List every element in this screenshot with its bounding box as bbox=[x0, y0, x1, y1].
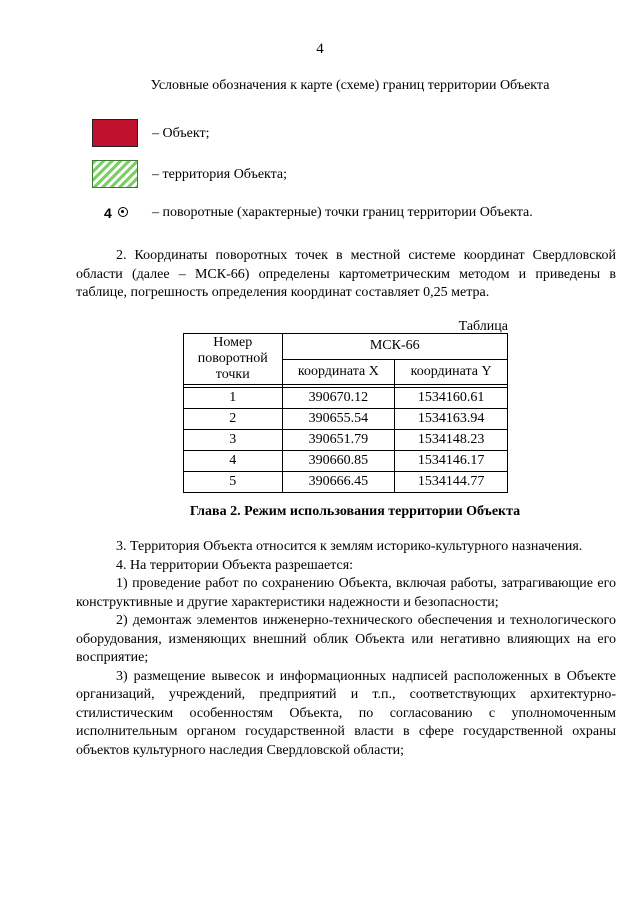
header-y: координата Y bbox=[395, 359, 508, 385]
cell-number: 3 bbox=[184, 430, 283, 451]
table-row bbox=[184, 409, 508, 430]
table-row bbox=[184, 430, 508, 451]
header-msk66: МСК-66 bbox=[282, 334, 508, 360]
table-row bbox=[184, 472, 508, 493]
cell-x: 390670.12 bbox=[282, 388, 395, 409]
paragraph-2-text: 2. Координаты поворотных точек в местной системе координат Свердловской области (далее – МСК-66) определены картометрическим методом и приведены в таблице, погрешность определения координат составляет 0,25 метра. bbox=[76, 248, 616, 300]
legend-title: Условные обозначения к карте (схеме) границ территории Объекта bbox=[150, 78, 550, 93]
cell-x: 390651.79 bbox=[282, 430, 395, 451]
list-item-1: 1) проведение работ по сохранению Объекта, включая работы, затрагивающие его конструктивные и другие характеристики надежности и безопасности; bbox=[76, 576, 616, 610]
chapter-title: Глава 2. Режим использования территории Объекта bbox=[189, 504, 521, 519]
cell-x: 390660.85 bbox=[282, 451, 395, 472]
table-caption: Таблица bbox=[458, 319, 508, 334]
legend-item-territory bbox=[0, 160, 640, 194]
paragraph-2 bbox=[76, 247, 616, 303]
cell-y: 1534146.17 bbox=[395, 451, 508, 472]
cell-y: 1534163.94 bbox=[395, 409, 508, 430]
paragraph-4: 4. На территории Объекта разрешается: bbox=[116, 557, 354, 573]
list-item-3: 3) размещение вывесок и информационных надписей расположенных в Объекте организаций, учреждений, предприятий и т.п., соответствующих архитектурно-стилистическим особенностям Объекта, по согласованию с уполномоченным исполнительным органом государственной власти в сфере государственной охраны объектов культурного наследия Свердловской области; bbox=[76, 668, 616, 758]
cell-number: 4 bbox=[184, 451, 283, 472]
turning-point-icon bbox=[118, 207, 128, 217]
cell-y: 1534160.61 bbox=[395, 388, 508, 409]
legend-label-territory: – территория Объекта; bbox=[152, 167, 288, 182]
table-row bbox=[184, 451, 508, 472]
cell-number: 5 bbox=[184, 472, 283, 493]
territory-hatch-icon bbox=[92, 160, 138, 188]
header-point-number: Номер поворотной точки bbox=[184, 334, 283, 385]
coordinates-table bbox=[183, 333, 508, 493]
legend-label-points: – поворотные (характерные) точки границ территории Объекта. bbox=[152, 205, 533, 220]
object-swatch-icon bbox=[92, 119, 138, 147]
body-section bbox=[76, 538, 616, 760]
legend-label-object: – Объект; bbox=[152, 126, 210, 141]
cell-y: 1534148.23 bbox=[395, 430, 508, 451]
cell-number: 2 bbox=[184, 409, 283, 430]
legend-item-object bbox=[0, 119, 640, 153]
cell-x: 390655.54 bbox=[282, 409, 395, 430]
page-number: 4 bbox=[316, 41, 324, 57]
paragraph-3: 3. Территория Объекта относится к землям историко-культурного назначения. bbox=[116, 539, 583, 554]
cell-x: 390666.45 bbox=[282, 472, 395, 493]
cell-y: 1534144.77 bbox=[395, 472, 508, 493]
legend-item-points bbox=[0, 204, 640, 238]
cell-number: 1 bbox=[184, 388, 283, 409]
header-x: координата X bbox=[282, 359, 395, 385]
table-row bbox=[184, 388, 508, 409]
point-number-marker: 4 bbox=[104, 205, 112, 221]
list-item-2: 2) демонтаж элементов инженерно-технического обеспечения и технологического оборудования, изменяющих внешний облик Объекта или негативно влияющих на его восприятие; bbox=[76, 613, 616, 665]
